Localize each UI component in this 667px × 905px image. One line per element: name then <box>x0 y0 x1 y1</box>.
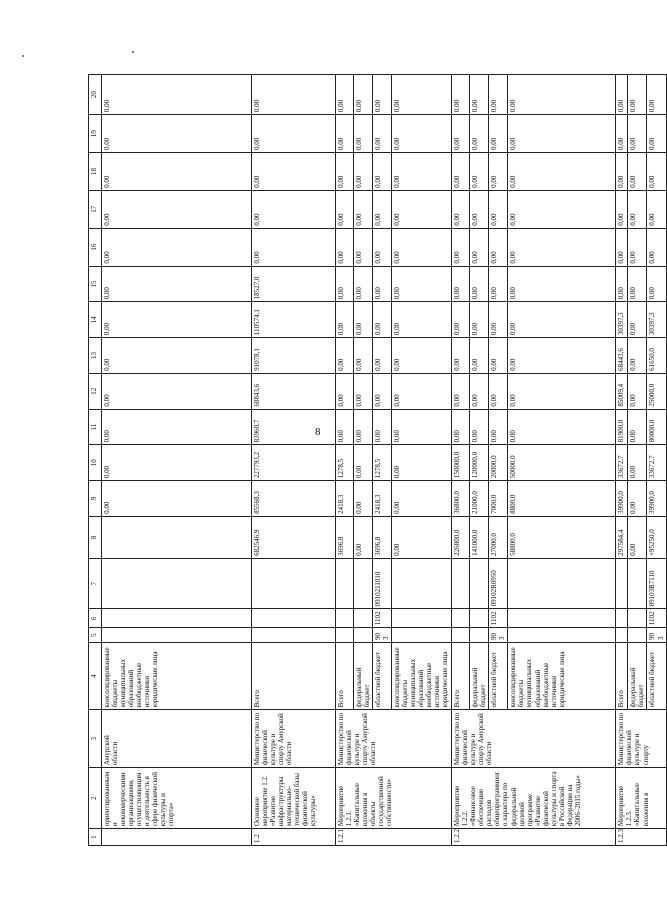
value-cell: 0,00 <box>647 115 666 153</box>
header-row <box>89 75 102 846</box>
value-cell: 0,00 <box>252 228 336 266</box>
value-cell: 682546,9 <box>252 516 336 558</box>
measure-name: Мероприятие 1.2.1. «Капитальные вложения в объекты государственной собственности» <box>336 768 452 829</box>
value-cell: 0,00 <box>470 302 489 338</box>
value-cell: 0,00 <box>470 373 489 409</box>
value-cell: 0,00 <box>452 190 470 228</box>
value-cell: 0,00 <box>489 228 508 266</box>
value-cell: 0,00 <box>452 302 470 338</box>
funding-source: консолидированные бюджеты муниципальных образований внебюджетные источники юридические лица <box>508 643 616 710</box>
value-cell: 61650,0 <box>647 338 666 374</box>
target-article <box>336 558 354 608</box>
grbs-code <box>628 628 647 643</box>
value-cell: 33672,7 <box>616 445 628 481</box>
value-cell: 0,00 <box>392 190 452 228</box>
value-cell: 0,00 <box>392 481 452 517</box>
value-cell: 0,00 <box>628 75 647 115</box>
value-cell: 0,00 <box>628 516 647 558</box>
value-cell: 30397,3 <box>616 302 628 338</box>
value-cell: 3696,8 <box>373 516 392 558</box>
funding-source: консолидированные бюджеты муниципальных образований внебюджетные источники юридические лица <box>102 643 252 710</box>
value-cell: 20000,0 <box>489 445 508 481</box>
table-row <box>616 75 628 846</box>
grbs-code <box>102 628 252 643</box>
section-code <box>392 609 452 628</box>
value-cell: 50000,0 <box>508 445 616 481</box>
value-cell: 110574,1 <box>252 302 336 338</box>
value-cell: 0,00 <box>508 338 616 374</box>
value-cell: 0,00 <box>354 338 373 374</box>
value-cell: 0,00 <box>470 75 489 115</box>
value-cell: 3696,8 <box>336 516 354 558</box>
value-cell: 0,00 <box>392 445 452 481</box>
value-cell: 297584,4 <box>616 516 628 558</box>
value-cell: 0,00 <box>354 445 373 481</box>
grbs-code <box>354 628 373 643</box>
value-cell: 25000,0 <box>647 373 666 409</box>
value-cell: 39900,0 <box>616 481 628 517</box>
value-cell: 83960,7 <box>252 409 336 445</box>
grbs-code <box>392 628 452 643</box>
value-cell: 0,00 <box>628 302 647 338</box>
value-cell: 0,00 <box>489 190 508 228</box>
value-cell: 0,00 <box>489 115 508 153</box>
section-code: 1102 <box>373 609 392 628</box>
measure-name: Мероприятие 1.2.3. «Капитальные вложения в <box>616 768 666 829</box>
value-cell: 0,00 <box>508 190 616 228</box>
col-header: 13 <box>89 338 102 374</box>
executor: Министерство по физической культуре и спорту Амурской области <box>252 710 336 768</box>
value-cell: 0,00 <box>373 373 392 409</box>
value-cell: 0,00 <box>392 115 452 153</box>
value-cell: 0,00 <box>628 190 647 228</box>
value-cell: 0,00 <box>508 266 616 302</box>
value-cell: 0,00 <box>336 190 354 228</box>
value-cell: 0,00 <box>628 373 647 409</box>
target-article <box>628 558 647 608</box>
col-header: 7 <box>89 558 102 608</box>
value-cell: 0,00 <box>470 228 489 266</box>
col-header: 2 <box>89 768 102 829</box>
value-cell: 0,00 <box>392 373 452 409</box>
row-number: 1.2.1 <box>336 829 452 846</box>
value-cell: 0,00 <box>354 481 373 517</box>
value-cell: 0,00 <box>373 302 392 338</box>
col-header: 20 <box>89 75 102 115</box>
value-cell: 0,00 <box>102 266 252 302</box>
value-cell: 0,00 <box>354 373 373 409</box>
value-cell: 0,00 <box>392 228 452 266</box>
value-cell: 0,00 <box>336 409 354 445</box>
value-cell <box>102 516 252 558</box>
value-cell: 0,00 <box>489 373 508 409</box>
value-cell: 0,00 <box>373 153 392 191</box>
value-cell: 120000,0 <box>470 445 489 481</box>
value-cell: 0,00 <box>470 153 489 191</box>
value-cell: 2418,3 <box>373 481 392 517</box>
target-article <box>616 558 628 608</box>
value-cell: 0,00 <box>647 190 666 228</box>
col-header: 19 <box>89 115 102 153</box>
value-cell: 0,00 <box>647 75 666 115</box>
funding-source: областной бюджет <box>489 643 508 710</box>
value-cell: 0,00 <box>616 153 628 191</box>
funding-source: федеральный бюджет <box>470 643 489 710</box>
col-header: 12 <box>89 373 102 409</box>
col-header: 8 <box>89 516 102 558</box>
value-cell: 85009,4 <box>616 373 628 409</box>
value-cell: 2418,3 <box>336 481 354 517</box>
value-cell: 39900,0 <box>647 481 666 517</box>
row-number: 1.2 <box>252 829 336 846</box>
value-cell: 0,00 <box>102 481 252 517</box>
value-cell: 0,00 <box>452 409 470 445</box>
value-cell: 18527,0 <box>252 266 336 302</box>
section-code <box>354 609 373 628</box>
value-cell: 0,00 <box>102 115 252 153</box>
grbs-code <box>616 628 628 643</box>
budget-table <box>88 74 667 846</box>
value-cell: 1278,5 <box>373 445 392 481</box>
value-cell: 0,00 <box>470 338 489 374</box>
measure-name: Основное мероприятие 1.2. «Развитие инфраструктуры материально-технической базы физической культуры» <box>252 768 336 829</box>
value-cell: 0,00 <box>616 75 628 115</box>
section-code: 1102 <box>489 609 508 628</box>
target-article: 09102R0950 <box>489 558 508 608</box>
value-cell: 80000,0 <box>647 409 666 445</box>
value-cell: 0,00 <box>470 190 489 228</box>
value-cell: 0,00 <box>470 115 489 153</box>
executor: Министерство по физической культуре и спорту Амурской области <box>452 710 616 768</box>
value-cell: 0,00 <box>336 373 354 409</box>
scan-speck <box>22 55 24 57</box>
section-code <box>628 609 647 628</box>
value-cell: 0,00 <box>628 153 647 191</box>
value-cell: 0,00 <box>373 115 392 153</box>
value-cell: 0,00 <box>336 338 354 374</box>
target-article <box>508 558 616 608</box>
col-header: 11 <box>89 409 102 445</box>
value-cell: 0,00 <box>336 153 354 191</box>
value-cell: 0,00 <box>616 190 628 228</box>
section-code <box>102 609 252 628</box>
section-code <box>336 609 354 628</box>
value-cell: 0,00 <box>452 75 470 115</box>
value-cell: 0,00 <box>354 190 373 228</box>
value-cell: 0,00 <box>470 266 489 302</box>
section-code <box>470 609 489 628</box>
col-header: 18 <box>89 153 102 191</box>
col-header: 4 <box>89 643 102 710</box>
value-cell: 0,00 <box>508 75 616 115</box>
value-cell: 0,00 <box>252 115 336 153</box>
page-number: 8 <box>315 426 321 438</box>
value-cell: 7000,0 <box>489 481 508 517</box>
value-cell: 0,00 <box>508 373 616 409</box>
measure-name: ориентированными некоммерческими организациями, осуществляющими деятельность в сфере физической культуры и спорта» <box>102 768 252 829</box>
value-cell: 0,00 <box>102 228 252 266</box>
target-article: 0910211010 <box>373 558 392 608</box>
value-cell: 33672,7 <box>647 445 666 481</box>
funding-source: федеральный бюджет <box>354 643 373 710</box>
value-cell: 8800,0 <box>508 481 616 517</box>
value-cell: 0,00 <box>452 338 470 374</box>
col-header: 5 <box>89 628 102 643</box>
value-cell: 0,00 <box>354 409 373 445</box>
value-cell: 27000,0 <box>489 516 508 558</box>
value-cell: 0,00 <box>373 75 392 115</box>
value-cell: 0,00 <box>616 115 628 153</box>
section-code <box>452 609 470 628</box>
target-article <box>470 558 489 608</box>
value-cell: 1278,5 <box>336 445 354 481</box>
value-cell: 0,00 <box>647 153 666 191</box>
grbs-code <box>470 628 489 643</box>
row-number: 1.2.3 <box>616 829 666 846</box>
value-cell: 30397,3 <box>647 302 666 338</box>
funding-source: консолидированные бюджеты муниципальных образований внебюджетные источники юридические лица <box>392 643 452 710</box>
grbs-code <box>336 628 354 643</box>
value-cell: 0,00 <box>252 153 336 191</box>
value-cell: 0,00 <box>628 409 647 445</box>
row-number <box>102 829 252 846</box>
value-cell: 0,00 <box>252 190 336 228</box>
value-cell: 0,00 <box>354 115 373 153</box>
value-cell: 0,00 <box>392 302 452 338</box>
target-article <box>354 558 373 608</box>
table-row <box>336 75 354 846</box>
value-cell: 0,00 <box>628 266 647 302</box>
col-header: 17 <box>89 190 102 228</box>
value-cell: 0,00 <box>392 153 452 191</box>
value-cell: 36800,0 <box>452 481 470 517</box>
funding-source: Всего <box>252 643 336 710</box>
funding-source: областной бюджет <box>647 643 666 710</box>
value-cell: 0,00 <box>628 445 647 481</box>
table-row <box>102 75 252 846</box>
value-cell: 0,00 <box>102 409 252 445</box>
value-cell: 0,00 <box>628 115 647 153</box>
value-cell: 0,00 <box>354 516 373 558</box>
value-cell: 0,00 <box>336 266 354 302</box>
value-cell: 141000,0 <box>470 516 489 558</box>
value-cell: 0,00 <box>392 266 452 302</box>
value-cell: 0,00 <box>392 338 452 374</box>
value-cell: 68843,6 <box>252 373 336 409</box>
col-header: 15 <box>89 266 102 302</box>
value-cell: 227793,2 <box>252 445 336 481</box>
value-cell: 0,00 <box>102 190 252 228</box>
value-cell: 0,00 <box>508 115 616 153</box>
grbs-code: 903 <box>647 628 666 643</box>
value-cell: 0,00 <box>628 228 647 266</box>
scan-speck <box>132 51 134 53</box>
value-cell: 0,00 <box>102 373 252 409</box>
value-cell: 0,00 <box>354 266 373 302</box>
target-article <box>102 558 252 608</box>
value-cell: 0,00 <box>373 266 392 302</box>
funding-source: областной бюджет <box>373 643 392 710</box>
value-cell: 0,00 <box>628 481 647 517</box>
value-cell: 0,00 <box>628 338 647 374</box>
value-cell: 0,00 <box>102 302 252 338</box>
value-cell: 0,00 <box>508 302 616 338</box>
value-cell: 0,00 <box>489 338 508 374</box>
value-cell: 68443,6 <box>616 338 628 374</box>
grbs-code <box>252 628 336 643</box>
value-cell: 0,00 <box>336 228 354 266</box>
value-cell: 0,00 <box>336 115 354 153</box>
section-code <box>252 609 336 628</box>
value-cell: 0,00 <box>336 75 354 115</box>
target-article <box>392 558 452 608</box>
value-cell: 0,00 <box>647 228 666 266</box>
funding-source: Всего <box>336 643 354 710</box>
value-cell: 0,00 <box>647 266 666 302</box>
value-cell: 81900,0 <box>616 409 628 445</box>
value-cell: 0,00 <box>373 409 392 445</box>
value-cell: 0,00 <box>452 228 470 266</box>
value-cell: 0,00 <box>373 190 392 228</box>
grbs-code <box>452 628 470 643</box>
col-header: 6 <box>89 609 102 628</box>
value-cell: 0,00 <box>354 75 373 115</box>
section-code <box>616 609 628 628</box>
funding-source: Всего <box>616 643 628 710</box>
executor: Министерство по физической культуре и спорту Амурской области <box>336 710 452 768</box>
value-cell: 0,00 <box>354 228 373 266</box>
row-number: 1.2.2 <box>452 829 616 846</box>
section-code: 1102 <box>647 609 666 628</box>
value-cell: 0,00 <box>489 75 508 115</box>
table-row <box>452 75 470 846</box>
value-cell: 0,00 <box>452 373 470 409</box>
value-cell: 0,00 <box>508 153 616 191</box>
col-header: 14 <box>89 302 102 338</box>
value-cell: 21000,0 <box>470 481 489 517</box>
value-cell: 0,00 <box>452 115 470 153</box>
executor: Министерство по физической культуре и спорту <box>616 710 666 768</box>
value-cell: 0,00 <box>452 266 470 302</box>
col-header: 16 <box>89 228 102 266</box>
grbs-code: 903 <box>373 628 392 643</box>
value-cell: 0,00 <box>616 266 628 302</box>
value-cell: 0,00 <box>252 75 336 115</box>
value-cell: 0,00 <box>392 75 452 115</box>
value-cell: 0,00 <box>354 302 373 338</box>
target-article: 09103R7110 <box>647 558 666 608</box>
value-cell: 0,00 <box>508 409 616 445</box>
value-cell: 0,00 <box>102 75 252 115</box>
value-cell: 0,00 <box>616 228 628 266</box>
value-cell: 150000,0 <box>452 445 470 481</box>
grbs-code: 903 <box>489 628 508 643</box>
budget-table-page <box>88 74 665 846</box>
value-cell: 0,00 <box>102 153 252 191</box>
value-cell: 0,00 <box>489 266 508 302</box>
value-cell: 0,00 <box>336 302 354 338</box>
value-cell: 0,00 <box>508 228 616 266</box>
col-header: 1 <box>89 829 102 846</box>
col-header: 9 <box>89 481 102 517</box>
value-cell: 0,00 <box>354 153 373 191</box>
value-cell: +95250,0 <box>647 516 666 558</box>
table-row <box>252 75 336 846</box>
value-cell: 226800,0 <box>452 516 470 558</box>
value-cell: 91078,1 <box>252 338 336 374</box>
section-code <box>508 609 616 628</box>
value-cell: 0,00 <box>392 409 452 445</box>
col-header: 3 <box>89 710 102 768</box>
value-cell: 0,00 <box>102 445 252 481</box>
value-cell: 0,00 <box>489 153 508 191</box>
col-header: 10 <box>89 445 102 481</box>
value-cell: 0,00 <box>392 516 452 558</box>
value-cell: 58800,0 <box>508 516 616 558</box>
target-article <box>452 558 470 608</box>
funding-source: Всего <box>452 643 470 710</box>
grbs-code <box>508 628 616 643</box>
value-cell: 85568,3 <box>252 481 336 517</box>
value-cell: 0,00 <box>373 228 392 266</box>
measure-name: Мероприятие 1.2.2. «Финансовое обеспечение расходов общепрограммного характера по федеральной целевой программе «Развитие физической культуры и спорта в Российской Федерации на 2006–2015 годы» <box>452 768 616 829</box>
value-cell: 0,00 <box>102 338 252 374</box>
target-article <box>252 558 336 608</box>
value-cell: 0,00 <box>470 409 489 445</box>
executor: Амурской области <box>102 710 252 768</box>
value-cell: 0,00 <box>489 409 508 445</box>
value-cell: 0,00 <box>452 153 470 191</box>
funding-source: федеральный бюджет <box>628 643 647 710</box>
value-cell: 0,00 <box>373 338 392 374</box>
value-cell: 0,00 <box>489 302 508 338</box>
